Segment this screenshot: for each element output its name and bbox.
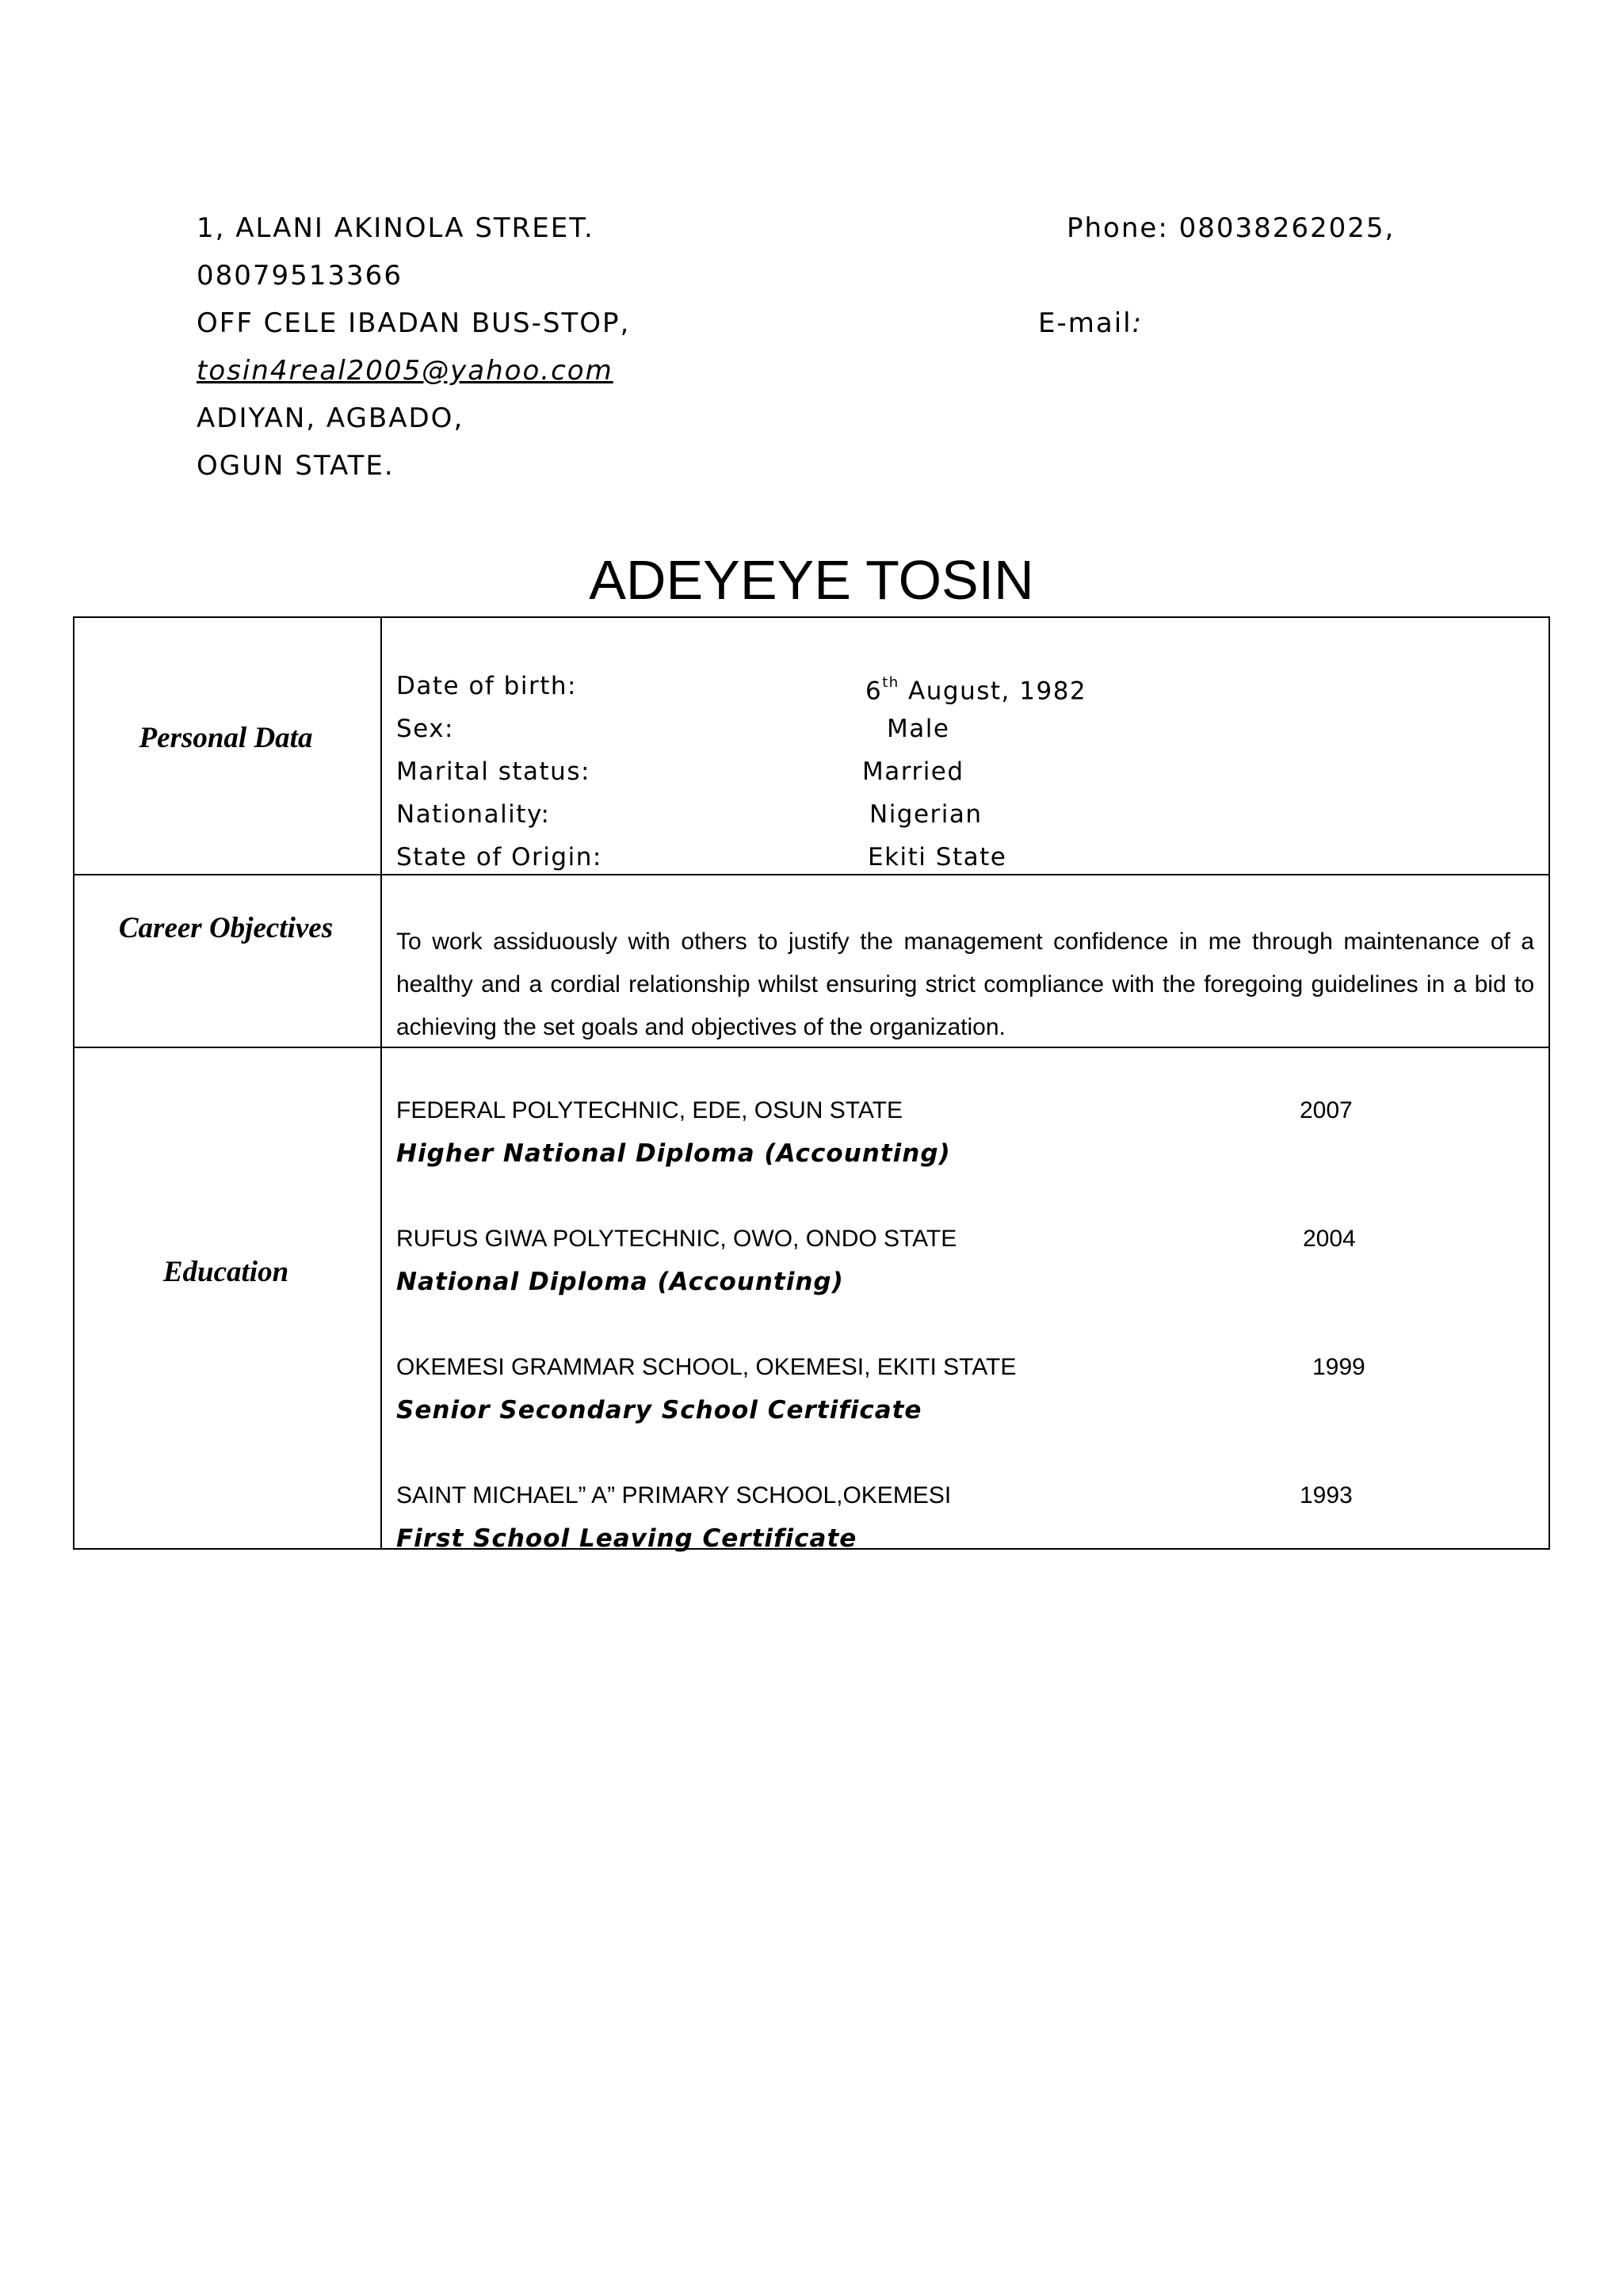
dob-value — [865, 670, 1086, 707]
education-year: 2007 — [1300, 1097, 1353, 1123]
career-objectives-label: Career Objectives — [118, 912, 334, 944]
address-line-2: OFF CELE IBADAN BUS-STOP, — [197, 307, 631, 339]
state-of-origin-value: Ekiti State — [868, 843, 1007, 871]
dob-label: Date of birth: — [396, 672, 577, 700]
address-line-4: OGUN STATE. — [197, 450, 395, 482]
table-row-divider-1 — [73, 874, 1550, 875]
sex-label: Sex: — [396, 715, 454, 743]
marital-status-label: Marital status: — [396, 757, 590, 786]
education-year: 1999 — [1312, 1354, 1365, 1380]
education-institution: RUFUS GIWA POLYTECHNIC, OWO, ONDO STATE — [396, 1226, 957, 1252]
dob-month-year: August, 1982 — [899, 677, 1087, 706]
dob-day: 6 — [865, 677, 883, 706]
education-qualification: Senior Secondary School Certificate — [396, 1396, 922, 1425]
education-institution: OKEMESI GRAMMAR SCHOOL, OKEMESI, EKITI STATE — [396, 1354, 1017, 1380]
education-label: Education — [162, 1256, 289, 1288]
education-qualification: Higher National Diploma (Accounting) — [396, 1139, 951, 1168]
candidate-name: ADEYEYE TOSIN — [589, 549, 1034, 611]
education-year: 2004 — [1303, 1226, 1356, 1252]
email-link[interactable]: tosin4real2005@yahoo.com — [197, 355, 613, 387]
education-qualification: National Diploma (Accounting) — [396, 1268, 844, 1296]
nationality-value: Nigerian — [869, 800, 983, 829]
marital-status-value: Married — [862, 757, 964, 786]
education-institution: SAINT MICHAEL” A” PRIMARY SCHOOL,OKEMESI — [396, 1482, 952, 1508]
education-qualification: First School Leaving Certificate — [396, 1524, 857, 1553]
state-of-origin-label: State of Origin: — [396, 843, 602, 871]
dob-suffix: th — [882, 674, 899, 691]
phone-number: Phone: 08038262025, — [1067, 212, 1396, 244]
education-institution: FEDERAL POLYTECHNIC, EDE, OSUN STATE — [396, 1097, 903, 1123]
email-label — [1038, 307, 1143, 339]
phone-number-2: 08079513366 — [197, 260, 403, 292]
sex-value: Male — [887, 715, 950, 743]
address-line-1: 1, ALANI AKINOLA STREET. — [197, 212, 594, 244]
career-objectives-text: To work assiduously with others to justify the management confidence in me through maintenance of a healthy and a cordial relationship whilst ensuring strict compliance with the foregoing guidelines in a bid to achieving the set goals and objectives of the organization. — [396, 929, 1534, 1040]
education-year: 1993 — [1300, 1482, 1353, 1508]
email-label-colon: : — [1132, 307, 1144, 339]
email-label-text: E-mail — [1038, 307, 1132, 339]
address-line-3: ADIYAN, AGBADO, — [197, 402, 464, 434]
personal-data-label: Personal Data — [139, 722, 313, 754]
nationality-label: Nationality: — [396, 800, 551, 829]
table-column-divider — [380, 616, 382, 1550]
